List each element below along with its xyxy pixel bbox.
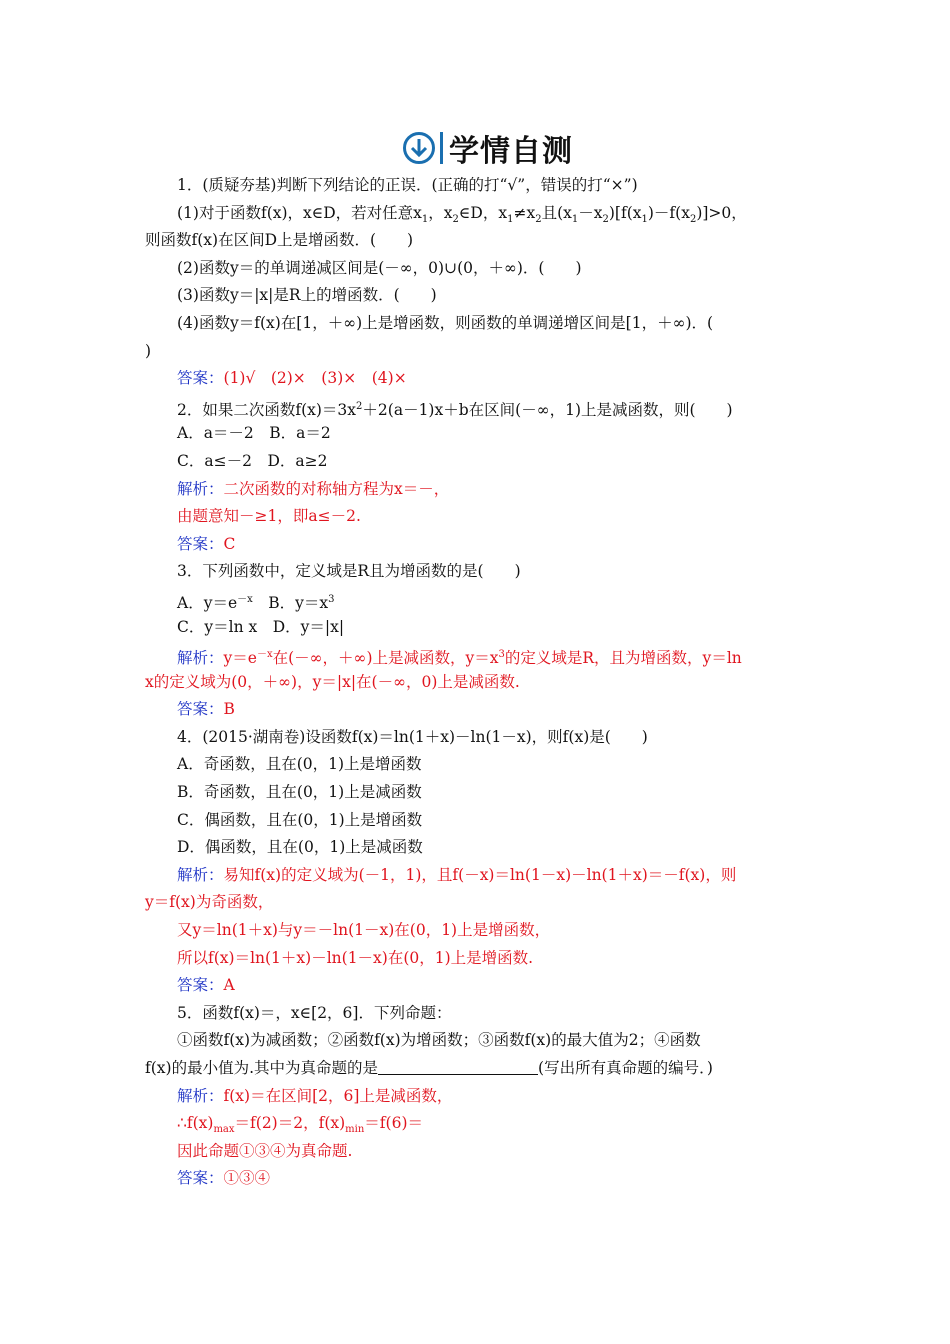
q1-statement-1-cont: 则函数f(x)在区间D上是增函数．( ) [145,231,414,250]
answer-text: (1)√ (2)× (3)× (4)× [223,369,407,388]
q1-statement-2: (2)函数y＝的单调递减区间是(－∞，0)∪(0，＋∞)．( ) [177,258,582,277]
question-list [145,172,813,1193]
section-title [402,128,573,168]
q5-propositions-cont: f(x)的最小值为.其中为真命题的是 (写出所有真命题的编号．) [145,1059,713,1077]
q5-analysis-2: $\therefore f(x)_{max}=f(2)=2$，$f(x)_{min}=f(6)=$ [177,1114,423,1136]
answer-text: A [223,976,235,995]
answer-label: 答案： [177,976,224,995]
answer-label: 答案： [177,534,224,553]
q4-analysis: 解析：易知f(x)的定义域为(－1，1)，且f(－x)＝ln(1－x)－ln(1＋x)＝－f(x)，则 [177,865,737,884]
title-divider [440,132,443,164]
q4-analysis-2: y＝f(x)为奇函数， [145,893,274,912]
q3-analysis-2: x的定义域为(0，＋∞)，y＝|x|在(－∞，0)上是减函数. [145,672,520,691]
q2-analysis-2: 由题意知－≥1，即a≤－2. [177,507,361,526]
q1-statement-4: (4)函数y＝f(x)在[1，＋∞)上是增函数，则函数的单调递增区间是[1，＋∞)．( [177,313,714,332]
q1-statement-3: (3)函数y＝|x|是R上的增函数．( ) [177,286,437,305]
q2-stem: 2．如果二次函数$f(x)=3x^2+2(a-1)x+b$在区间(－∞，1)上是减函数，则( ) [177,400,733,419]
analysis-label: 解析： [177,1086,224,1105]
q5-analysis-3: 因此命题①③④为真命题. [177,1141,353,1160]
q2-analysis: 解析：二次函数的对称轴方程为x＝－， [177,479,450,498]
q4-analysis-3: 又y＝ln(1＋x)与y＝－ln(1－x)在(0，1)上是增函数， [177,921,551,940]
q1-stem: 1．(质疑夯基)判断下列结论的正误．(正确的打“√”，错误的打“×”) [177,176,638,194]
q3-answer [145,696,813,724]
q2-answer [145,531,813,559]
q4-answer [145,972,813,1000]
answer-label: 答案： [177,700,224,719]
q1-answer [145,365,813,393]
q3-options-ab: A．$y=e^{-x}$ B．$y=x^3$ [177,593,335,613]
q1-statement-1: (1)对于函数f(x)，x∈D，若对任意$x_1$，$x_2\in D$，$x_1\ne x_2$且$(x_1-x_2)[f(x_1)-f(x_2)]>0$， [177,203,747,225]
q3-analysis: 解析：$y=e^{-x}$在(－∞，＋∞)上是减函数，$y=x^3$的定义域是R，且为增函数，y＝ln [177,649,742,668]
download-circle-icon [402,131,436,165]
q4-option-a: A．奇函数，且在(0，1)上是增函数 [177,755,422,774]
answer-label: 答案： [177,1169,224,1188]
answer-text: B [223,700,235,719]
q5-analysis: 解析：f(x)＝在区间[2，6]上是减函数， [177,1086,453,1105]
q4-option-b: B．奇函数，且在(0，1)上是减函数 [177,783,422,802]
q3-stem: 3．下列函数中，定义域是R且为增函数的是( ) [177,562,521,581]
q4-stem: 4．(2015·湖南卷)设函数f(x)＝ln(1＋x)－ln(1－x)，则f(x)是( ) [177,727,648,746]
q2-options-cd: C．a≤－2 D．a≥2 [177,451,328,470]
q2-options-ab: A．a＝－2 B．a＝2 [177,424,331,443]
answer-blank[interactable] [378,1058,538,1075]
analysis-label: 解析： [177,479,224,498]
answer-label: 答案： [177,369,224,388]
analysis-label: 解析： [177,649,224,668]
q4-analysis-4: 所以f(x)＝ln(1＋x)－ln(1－x)在(0，1)上是增函数. [177,948,534,967]
q1-statement-4-cont: ) [145,341,152,360]
answer-text: C [223,534,236,553]
answer-text: ①③④ [223,1169,271,1188]
q4-option-d: D．偶函数，且在(0，1)上是减函数 [177,838,423,857]
q4-option-c: C．偶函数，且在(0，1)上是增函数 [177,810,423,829]
q3-options-cd: C．y＝ln x D．y＝|x| [177,617,345,636]
q5-answer [145,1165,813,1193]
q5-propositions: ①函数f(x)为减函数；②函数f(x)为增函数；③函数f(x)的最大值为2；④函数 [177,1031,701,1050]
analysis-label: 解析： [177,865,224,884]
q5-stem: 5．函数f(x)＝，x∈[2，6]．下列命题： [177,1003,452,1022]
title-text: 学情自测 [449,134,573,169]
